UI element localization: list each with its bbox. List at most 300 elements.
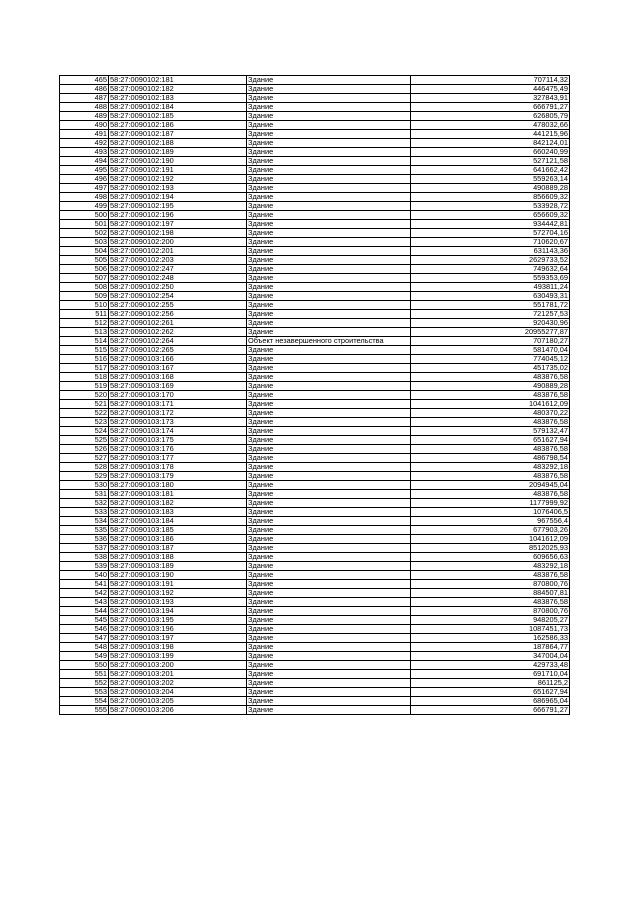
object-type: Здание: [247, 499, 411, 508]
row-number: 543: [60, 598, 109, 607]
cadastral-number: 58:27:0090103:168: [109, 373, 247, 382]
cadastral-number: 58:27:0090102:261: [109, 319, 247, 328]
table-row: [60, 517, 570, 526]
row-number: 503: [60, 238, 109, 247]
table-row: [60, 355, 570, 364]
table-row: [60, 175, 570, 184]
cadastral-value: 483876,58: [411, 490, 570, 499]
row-number: 552: [60, 679, 109, 688]
row-number: 532: [60, 499, 109, 508]
cadastral-value: 480370,22: [411, 409, 570, 418]
row-number: 549: [60, 652, 109, 661]
table-row: [60, 679, 570, 688]
table-row: [60, 526, 570, 535]
object-type: Здание: [247, 301, 411, 310]
table-row: [60, 85, 570, 94]
cadastral-number: 58:27:0090102:188: [109, 139, 247, 148]
cadastral-value: 856609,32: [411, 193, 570, 202]
object-type: Здание: [247, 193, 411, 202]
object-type: Здание: [247, 175, 411, 184]
cadastral-number: 58:27:0090103:183: [109, 508, 247, 517]
cadastral-number: 58:27:0090103:191: [109, 580, 247, 589]
cadastral-number: 58:27:0090103:184: [109, 517, 247, 526]
cadastral-number: 58:27:0090102:181: [109, 76, 247, 85]
object-type: Здание: [247, 211, 411, 220]
cadastral-number: 58:27:0090103:176: [109, 445, 247, 454]
cadastral-value: 559353,69: [411, 274, 570, 283]
object-type: Здание: [247, 607, 411, 616]
cadastral-value: 446475,49: [411, 85, 570, 94]
cadastral-value: 710620,67: [411, 238, 570, 247]
object-type: Здание: [247, 247, 411, 256]
object-type: Здание: [247, 148, 411, 157]
row-number: 524: [60, 427, 109, 436]
table-row: [60, 436, 570, 445]
cadastral-number: 58:27:0090102:192: [109, 175, 247, 184]
cadastral-number: 58:27:0090102:189: [109, 148, 247, 157]
cadastral-value: 934442,81: [411, 220, 570, 229]
table-row: [60, 409, 570, 418]
table-row: [60, 346, 570, 355]
object-type: Здание: [247, 400, 411, 409]
table-row: [60, 508, 570, 517]
object-type: Здание: [247, 382, 411, 391]
cadastral-number: 58:27:0090102:194: [109, 193, 247, 202]
table-row: [60, 490, 570, 499]
cadastral-value: 707180,27: [411, 337, 570, 346]
cadastral-value: 967556,4: [411, 517, 570, 526]
object-type: Здание: [247, 184, 411, 193]
row-number: 498: [60, 193, 109, 202]
table-row: [60, 202, 570, 211]
object-type: Здание: [247, 535, 411, 544]
cadastral-value: 483876,58: [411, 418, 570, 427]
cadastral-value: 677903,26: [411, 526, 570, 535]
table-row: [60, 211, 570, 220]
row-number: 494: [60, 157, 109, 166]
table-row: [60, 337, 570, 346]
object-type: Здание: [247, 373, 411, 382]
cadastral-number: 58:27:0090103:189: [109, 562, 247, 571]
row-number: 514: [60, 337, 109, 346]
cadastral-value: 162586,33: [411, 634, 570, 643]
object-type: Здание: [247, 202, 411, 211]
table-row: [60, 76, 570, 85]
row-number: 525: [60, 436, 109, 445]
cadastral-number: 58:27:0090102:255: [109, 301, 247, 310]
object-type: Здание: [247, 283, 411, 292]
row-number: 538: [60, 553, 109, 562]
cadastral-value: 483876,58: [411, 373, 570, 382]
object-type: Здание: [247, 166, 411, 175]
cadastral-value: 490889,28: [411, 382, 570, 391]
object-type: Здание: [247, 274, 411, 283]
object-type: Здание: [247, 94, 411, 103]
cadastral-value: 483876,58: [411, 445, 570, 454]
table-row: [60, 373, 570, 382]
table-row: [60, 454, 570, 463]
row-number: 541: [60, 580, 109, 589]
object-type: Здание: [247, 634, 411, 643]
cadastral-number: 58:27:0090103:188: [109, 553, 247, 562]
object-type: Здание: [247, 517, 411, 526]
cadastral-value: 483876,58: [411, 472, 570, 481]
row-number: 555: [60, 706, 109, 715]
table-row: [60, 670, 570, 679]
cadastral-number: 58:27:0090103:200: [109, 661, 247, 670]
object-type: Здание: [247, 112, 411, 121]
cadastral-value: 948205,27: [411, 616, 570, 625]
cadastral-number: 58:27:0090103:185: [109, 526, 247, 535]
row-number: 504: [60, 247, 109, 256]
table-row: [60, 652, 570, 661]
row-number: 518: [60, 373, 109, 382]
cadastral-value: 559263,14: [411, 175, 570, 184]
row-number: 497: [60, 184, 109, 193]
object-type: Здание: [247, 391, 411, 400]
row-number: 551: [60, 670, 109, 679]
table-row: [60, 589, 570, 598]
cadastral-number: 58:27:0090103:169: [109, 382, 247, 391]
cadastral-value: 551781,72: [411, 301, 570, 310]
cadastral-number: 58:27:0090102:182: [109, 85, 247, 94]
cadastral-number: 58:27:0090103:170: [109, 391, 247, 400]
row-number: 544: [60, 607, 109, 616]
object-type: Здание: [247, 490, 411, 499]
object-type: Здание: [247, 625, 411, 634]
table-row: [60, 598, 570, 607]
object-type: Здание: [247, 436, 411, 445]
table-row: [60, 382, 570, 391]
cadastral-value: 1041612,09: [411, 535, 570, 544]
table-row: [60, 472, 570, 481]
row-number: 509: [60, 292, 109, 301]
row-number: 531: [60, 490, 109, 499]
cadastral-number: 58:27:0090102:264: [109, 337, 247, 346]
cadastral-value: 842124,01: [411, 139, 570, 148]
row-number: 495: [60, 166, 109, 175]
table-row: [60, 166, 570, 175]
table-row: [60, 706, 570, 715]
row-number: 488: [60, 103, 109, 112]
cadastral-value: 572704,16: [411, 229, 570, 238]
table-row: [60, 121, 570, 130]
cadastral-value: 579132,47: [411, 427, 570, 436]
table-row: [60, 391, 570, 400]
object-type: Здание: [247, 310, 411, 319]
cadastral-number: 58:27:0090103:177: [109, 454, 247, 463]
table-row: [60, 310, 570, 319]
table-row: [60, 499, 570, 508]
object-type: Здание: [247, 346, 411, 355]
cadastral-number: 58:27:0090103:192: [109, 589, 247, 598]
cadastral-number: 58:27:0090102:186: [109, 121, 247, 130]
object-type: Здание: [247, 571, 411, 580]
cadastral-number: 58:27:0090103:193: [109, 598, 247, 607]
cadastral-number: 58:27:0090103:197: [109, 634, 247, 643]
row-number: 491: [60, 130, 109, 139]
object-type: Здание: [247, 526, 411, 535]
table-row: [60, 418, 570, 427]
cadastral-number: 58:27:0090103:198: [109, 643, 247, 652]
row-number: 508: [60, 283, 109, 292]
table-row: [60, 634, 570, 643]
table-row: [60, 580, 570, 589]
object-type: Здание: [247, 643, 411, 652]
cadastral-value: 630493,31: [411, 292, 570, 301]
cadastral-number: 58:27:0090103:195: [109, 616, 247, 625]
object-type: Здание: [247, 670, 411, 679]
object-type: Здание: [247, 661, 411, 670]
cadastral-number: 58:27:0090103:171: [109, 400, 247, 409]
object-type: Здание: [247, 463, 411, 472]
table-row: [60, 328, 570, 337]
cadastral-number: 58:27:0090103:181: [109, 490, 247, 499]
cadastral-number: 58:27:0090102:201: [109, 247, 247, 256]
cadastral-value: 691710,04: [411, 670, 570, 679]
object-type: Здание: [247, 562, 411, 571]
row-number: 523: [60, 418, 109, 427]
table-row: [60, 688, 570, 697]
cadastral-value: 870800,76: [411, 607, 570, 616]
cadastral-number: 58:27:0090103:190: [109, 571, 247, 580]
cadastral-value: 478032,66: [411, 121, 570, 130]
cadastral-value: 1041612,09: [411, 400, 570, 409]
object-type: Здание: [247, 472, 411, 481]
table-row: [60, 463, 570, 472]
table-row: [60, 220, 570, 229]
row-number: 539: [60, 562, 109, 571]
table-row: [60, 157, 570, 166]
cadastral-number: 58:27:0090102:200: [109, 238, 247, 247]
object-type: Здание: [247, 445, 411, 454]
row-number: 506: [60, 265, 109, 274]
cadastral-number: 58:27:0090102:262: [109, 328, 247, 337]
object-type: Объект незавершенного строительства: [247, 337, 411, 346]
cadastral-number: 58:27:0090103:194: [109, 607, 247, 616]
object-type: Здание: [247, 706, 411, 715]
cadastral-value: 651627,94: [411, 436, 570, 445]
table-row: [60, 319, 570, 328]
row-number: 502: [60, 229, 109, 238]
object-type: Здание: [247, 139, 411, 148]
table-row: [60, 301, 570, 310]
cadastral-number: 58:27:0090103:201: [109, 670, 247, 679]
cadastral-value: 1177999,92: [411, 499, 570, 508]
row-number: 489: [60, 112, 109, 121]
cadastral-number: 58:27:0090102:187: [109, 130, 247, 139]
row-number: 490: [60, 121, 109, 130]
cadastral-value: 884507,81: [411, 589, 570, 598]
table-row: [60, 103, 570, 112]
cadastral-number: 58:27:0090102:197: [109, 220, 247, 229]
table-row: [60, 607, 570, 616]
row-number: 521: [60, 400, 109, 409]
table-row: [60, 274, 570, 283]
cadastral-value: 660240,99: [411, 148, 570, 157]
row-number: 533: [60, 508, 109, 517]
row-number: 487: [60, 94, 109, 103]
object-type: Здание: [247, 157, 411, 166]
table-row: [60, 238, 570, 247]
table-row: [60, 193, 570, 202]
table-row: [60, 139, 570, 148]
table-row: [60, 616, 570, 625]
table-row: [60, 184, 570, 193]
object-type: Здание: [247, 328, 411, 337]
cadastral-number: 58:27:0090102:250: [109, 283, 247, 292]
row-number: 499: [60, 202, 109, 211]
cadastral-number: 58:27:0090102:193: [109, 184, 247, 193]
cadastral-value: 533928,72: [411, 202, 570, 211]
cadastral-value: 666791,27: [411, 706, 570, 715]
object-type: Здание: [247, 319, 411, 328]
table-row: [60, 265, 570, 274]
row-number: 515: [60, 346, 109, 355]
table-row: [60, 148, 570, 157]
object-type: Здание: [247, 130, 411, 139]
table-row: [60, 256, 570, 265]
cadastral-number: 58:27:0090103:179: [109, 472, 247, 481]
object-type: Здание: [247, 580, 411, 589]
row-number: 534: [60, 517, 109, 526]
table-row: [60, 661, 570, 670]
row-number: 496: [60, 175, 109, 184]
cadastral-number: 58:27:0090103:175: [109, 436, 247, 445]
cadastral-value: 920430,96: [411, 319, 570, 328]
object-type: Здание: [247, 508, 411, 517]
row-number: 529: [60, 472, 109, 481]
row-number: 507: [60, 274, 109, 283]
row-number: 526: [60, 445, 109, 454]
row-number: 540: [60, 571, 109, 580]
object-type: Здание: [247, 238, 411, 247]
row-number: 501: [60, 220, 109, 229]
cadastral-number: 58:27:0090103:206: [109, 706, 247, 715]
cadastral-value: 187864,77: [411, 643, 570, 652]
cadastral-number: 58:27:0090102:185: [109, 112, 247, 121]
object-type: Здание: [247, 265, 411, 274]
row-number: 510: [60, 301, 109, 310]
table-row: [60, 364, 570, 373]
object-type: Здание: [247, 616, 411, 625]
cadastral-value: 20955277,87: [411, 328, 570, 337]
table-row: [60, 427, 570, 436]
cadastral-number: 58:27:0090102:265: [109, 346, 247, 355]
object-type: Здание: [247, 679, 411, 688]
cadastral-number: 58:27:0090103:186: [109, 535, 247, 544]
cadastral-number: 58:27:0090102:198: [109, 229, 247, 238]
cadastral-value: 486798,54: [411, 454, 570, 463]
object-type: Здание: [247, 418, 411, 427]
row-number: 527: [60, 454, 109, 463]
row-number: 492: [60, 139, 109, 148]
row-number: 547: [60, 634, 109, 643]
cadastral-value: 721257,53: [411, 310, 570, 319]
object-type: Здание: [247, 544, 411, 553]
cadastral-value: 749632,64: [411, 265, 570, 274]
table-row: [60, 553, 570, 562]
cadastral-value: 609656,63: [411, 553, 570, 562]
cadastral-number: 58:27:0090102:203: [109, 256, 247, 265]
cadastral-value: 483876,58: [411, 391, 570, 400]
cadastral-number: 58:27:0090102:183: [109, 94, 247, 103]
object-type: Здание: [247, 76, 411, 85]
cadastral-value: 666791,27: [411, 103, 570, 112]
cadastral-value: 870800,76: [411, 580, 570, 589]
row-number: 530: [60, 481, 109, 490]
cadastral-value: 707114,32: [411, 76, 570, 85]
table-row: [60, 283, 570, 292]
cadastral-value: 641662,42: [411, 166, 570, 175]
object-type: Здание: [247, 121, 411, 130]
cadastral-value: 490889,28: [411, 184, 570, 193]
row-number: 542: [60, 589, 109, 598]
object-type: Здание: [247, 688, 411, 697]
cadastral-number: 58:27:0090102:256: [109, 310, 247, 319]
object-type: Здание: [247, 481, 411, 490]
object-type: Здание: [247, 697, 411, 706]
cadastral-value: 774045,12: [411, 355, 570, 364]
row-number: 548: [60, 643, 109, 652]
cadastral-value: 651627,94: [411, 688, 570, 697]
cadastral-number: 58:27:0090103:187: [109, 544, 247, 553]
object-type: Здание: [247, 229, 411, 238]
cadastral-number: 58:27:0090103:174: [109, 427, 247, 436]
table-row: [60, 94, 570, 103]
row-number: 522: [60, 409, 109, 418]
row-number: 520: [60, 391, 109, 400]
table-row: [60, 400, 570, 409]
table-row: [60, 562, 570, 571]
table-row: [60, 697, 570, 706]
cadastral-number: 58:27:0090102:184: [109, 103, 247, 112]
cadastral-number: 58:27:0090103:182: [109, 499, 247, 508]
cadastral-value: 483292,18: [411, 562, 570, 571]
cadastral-value: 483876,58: [411, 571, 570, 580]
object-type: Здание: [247, 355, 411, 364]
cadastral-number: 58:27:0090103:196: [109, 625, 247, 634]
row-number: 517: [60, 364, 109, 373]
cadastral-number: 58:27:0090102:191: [109, 166, 247, 175]
cadastral-number: 58:27:0090102:195: [109, 202, 247, 211]
row-number: 519: [60, 382, 109, 391]
table-row: [60, 481, 570, 490]
cadastral-number: 58:27:0090103:166: [109, 355, 247, 364]
object-type: Здание: [247, 292, 411, 301]
row-number: 513: [60, 328, 109, 337]
cadastral-value: 656609,32: [411, 211, 570, 220]
row-number: 553: [60, 688, 109, 697]
row-number: 528: [60, 463, 109, 472]
object-type: Здание: [247, 409, 411, 418]
cadastral-value: 1076406,5: [411, 508, 570, 517]
table-row: [60, 292, 570, 301]
cadastral-value: 527121,58: [411, 157, 570, 166]
row-number: 536: [60, 535, 109, 544]
object-type: Здание: [247, 454, 411, 463]
row-number: 537: [60, 544, 109, 553]
object-type: Здание: [247, 85, 411, 94]
data-table: [59, 75, 570, 715]
table-row: [60, 445, 570, 454]
cadastral-value: 429733,48: [411, 661, 570, 670]
table-row: [60, 535, 570, 544]
row-number: 505: [60, 256, 109, 265]
object-type: Здание: [247, 652, 411, 661]
object-type: Здание: [247, 364, 411, 373]
cadastral-number: 58:27:0090103:167: [109, 364, 247, 373]
